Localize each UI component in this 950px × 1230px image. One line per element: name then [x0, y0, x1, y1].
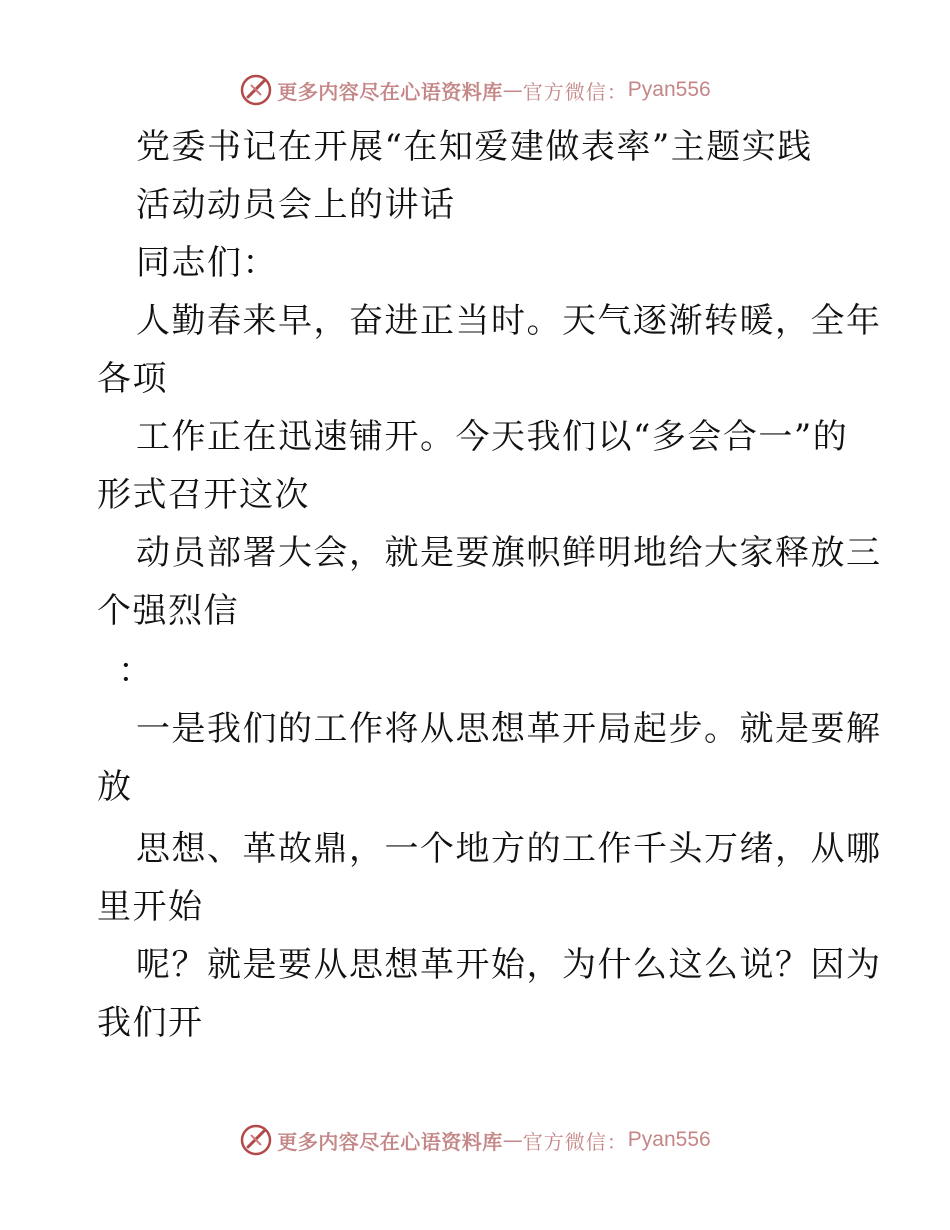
banner-wechat-id: Pyan556	[627, 78, 711, 101]
body-line: 个强烈信	[97, 591, 239, 631]
body-line: 人勤春来早，奋进正当时。天气逐渐转暖，全年	[136, 301, 882, 341]
body-line: 工作正在迅速铺开。今天我们以“多会合一”的	[136, 417, 849, 457]
body-line: 各项	[97, 359, 168, 399]
banner-brand-text: 更多内容尽在心语资料库	[277, 79, 503, 104]
banner-dash: —	[502, 1128, 523, 1152]
brand-logo-icon	[239, 1123, 273, 1157]
body-line: 动员部署大会，就是要旗帜鲜明地给大家释放三	[136, 533, 882, 573]
banner-wechat-label: 官方微信：	[522, 79, 628, 104]
banner-wechat-label: 官方微信：	[522, 1129, 628, 1154]
body-line: 一是我们的工作将从思想革开局起步。就是要解	[136, 709, 882, 749]
header-banner	[0, 70, 950, 110]
body-line: 放	[97, 767, 133, 807]
title-line-2: 活动动员会上的讲话	[136, 185, 456, 225]
banner-dash: —	[502, 78, 523, 102]
body-line: 我们开	[97, 1003, 204, 1043]
body-line: ：	[118, 651, 154, 691]
banner-brand-text: 更多内容尽在心语资料库	[277, 1129, 503, 1154]
brand-logo-icon	[239, 73, 273, 107]
salutation: 同志们：	[136, 243, 278, 283]
title-line-1: 党委书记在开展“在知爱建做表率”主题实践	[136, 127, 813, 167]
body-line: 里开始	[97, 887, 204, 927]
footer-banner	[0, 1120, 950, 1160]
body-line: 呢？就是要从思想革开始，为什么这么说？因为	[136, 945, 882, 985]
banner-wechat-id: Pyan556	[627, 1128, 711, 1151]
body-line: 思想、革故鼎，一个地方的工作千头万绪，从哪	[136, 829, 882, 869]
body-line: 形式召开这次	[97, 475, 310, 515]
